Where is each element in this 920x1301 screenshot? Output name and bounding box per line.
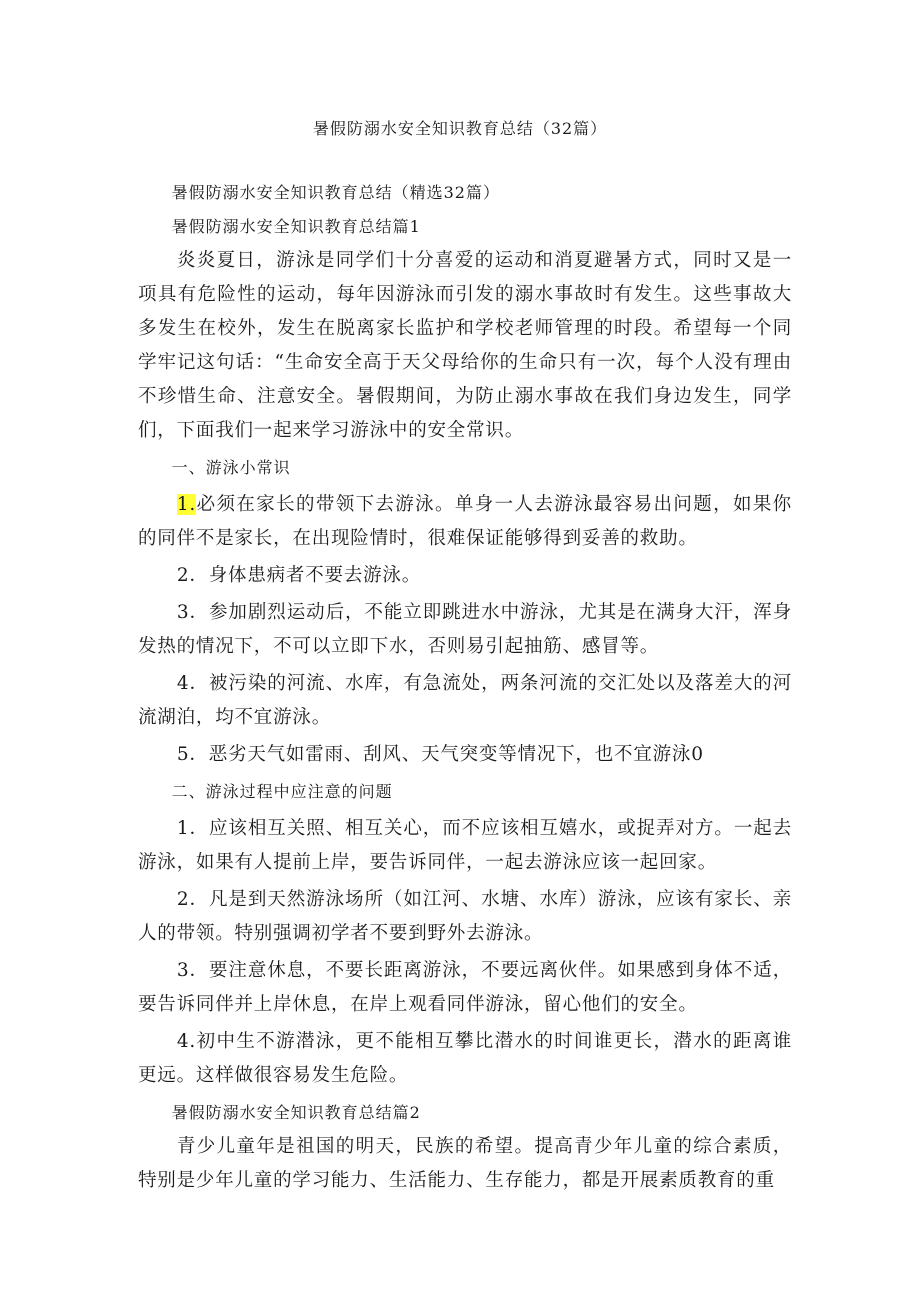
section1-heading: 一、游泳小常识: [171, 458, 291, 477]
section2-item3: 3．要注意休息，不要长距离游泳，不要远离伙伴。如果感到身体不适，要告诉同伴并上岸休息，在岸上观看同伴游泳，留心他们的安全。: [138, 960, 792, 1015]
section1-item3: 3．参加剧烈运动后，不能立即跳进水中游泳，尤其是在满身大汗，浑身发热的情况下，不可以立即下水，否则易引起抽筋、感冒等。: [138, 602, 792, 657]
section1-item4: 4．被污染的河流、水库，有急流处，两条河流的交汇处以及落差大的河流湖泊，均不宜游泳。: [138, 673, 792, 728]
highlighted-number: 1.: [176, 494, 197, 515]
part1-heading: 暑假防溺水安全知识教育总结篇1: [171, 217, 421, 236]
section1-item1: [138, 488, 792, 556]
section2-item4: 4.初中生不游潜泳，更不能相互攀比潜水的时间谁更长，潜水的距离谁更远。这样做很容易发生危险。: [138, 1031, 792, 1086]
section2-item2: 2．凡是到天然游泳场所（如江河、水塘、水库）游泳，应该有家长、亲人的带领。特别强调初学者不要到野外去游泳。: [138, 889, 792, 944]
section1-item5: 5．恶劣天气如雷雨、刮风、天气突变等情况下，也不宜游泳0: [176, 744, 704, 765]
subtitle: 暑假防溺水安全知识教育总结（精选32篇）: [171, 183, 500, 202]
part2-intro: 青少儿童年是祖国的明天，民族的希望。提高青少年儿童的综合素质，特别是少年儿童的学习能力、生活能力、生存能力，都是开展素质教育的重: [138, 1136, 792, 1191]
section1-item1-text: 必须在家长的带领下去游泳。单身一人去游泳最容易出问题，如果你的同伴不是家长，在出现险情时，很难保证能够得到妥善的救助。: [138, 494, 792, 549]
part2-heading: 暑假防溺水安全知识教育总结篇2: [171, 1103, 421, 1122]
intro-paragraph: 炎炎夏日，游泳是同学们十分喜爱的运动和消夏避暑方式，同时又是一项具有危险性的运动，每年因游泳而引发的溺水事故时有发生。这些事故大多发生在校外，发生在脱离家长监护和学校老师管理的时段。希望每一个同学牢记这句话：“生命安全高于天父母给你的生命只有一次，每个人没有理由不珍惜生命、注意安全。暑假期间，为防止溺水事故在我们身边发生，同学们，下面我们一起来学习游泳中的安全常识。: [138, 250, 792, 441]
section2-heading: 二、游泳过程中应注意的问题: [171, 782, 393, 801]
document-body: [138, 176, 792, 1198]
section1-item2: 2．身体患病者不要去游泳。: [176, 565, 422, 586]
document-title: 暑假防溺水安全知识教育总结（32篇）: [312, 119, 608, 138]
section2-item1: 1．应该相互关照、相互关心，而不应该相互嬉水，或捉弄对方。一起去游泳，如果有人提前上岸，要告诉同伴，一起去游泳应该一起回家。: [138, 818, 792, 873]
